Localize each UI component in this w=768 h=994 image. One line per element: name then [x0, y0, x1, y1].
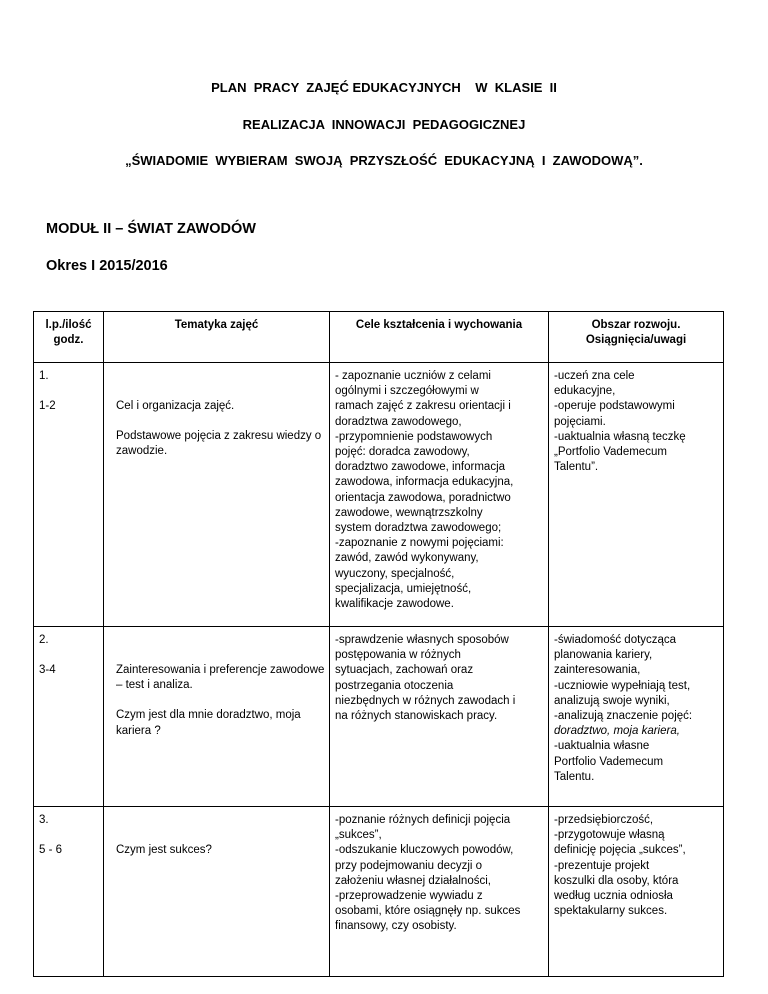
goal-line: - zapoznanie uczniów z celami	[335, 370, 491, 382]
header-lp	[34, 312, 104, 363]
lesson-number: 3.	[39, 814, 49, 826]
goal-line: postępowania w różnych	[335, 649, 461, 662]
goal-line: ramach zajęć z zakresu orientacji i	[335, 400, 511, 413]
topic-text: Cel i organizacja zajęć.	[116, 400, 235, 412]
header-topic	[104, 312, 330, 363]
outcome-line: -świadomość dotycząca	[554, 634, 677, 646]
outcome-line: Talentu”.	[554, 461, 599, 474]
row-lp	[34, 363, 104, 627]
topic-text: Czym jest sukces?	[116, 844, 212, 856]
goal-line: niezbędnych w różnych zawodach i	[335, 694, 516, 707]
goal-line: ogólnymi i szczegółowymi w	[335, 385, 479, 398]
goal-line: przy podejmowaniu decyzji o	[335, 859, 483, 872]
outcome-line: zainteresowania,	[554, 664, 641, 677]
goal-line: postrzegania otoczenia	[335, 679, 454, 692]
topic-text: Zainteresowania i preferencje zawodowe – test i analiza.	[116, 664, 325, 692]
outcome-line: spektakularny sukces.	[554, 905, 668, 918]
row-goals	[330, 627, 549, 807]
goal-line: doradztwa zawodowego,	[335, 415, 462, 428]
outcome-line: -przygotowuje własną	[554, 829, 665, 842]
outcome-line: planowania kariery,	[554, 649, 653, 662]
goal-line: specjalizacja, umiejętność,	[335, 582, 472, 595]
goal-line: pojęć: doradca zawodowy,	[335, 446, 470, 459]
goal-line: -przeprowadzenie wywiadu z	[335, 890, 483, 903]
goal-line: system doradztwa zawodowego;	[335, 522, 502, 535]
goal-line: zawodowe, wewnątrzszkolny	[335, 506, 483, 519]
topic-text: Podstawowe pojęcia z zakresu wiedzy o zawodzie.	[116, 430, 322, 458]
row-goals	[330, 807, 549, 977]
goal-line: zawód, zawód wykonywany,	[335, 552, 479, 565]
outcome-line: -przedsiębiorczość,	[554, 814, 654, 826]
topic-text: Czym jest dla mnie doradztwo, moja kariera ?	[116, 709, 301, 737]
table-row	[34, 627, 724, 807]
goal-line: finansowy, czy osobisty.	[335, 920, 457, 933]
outcome-line: definicję pojęcia „sukces”,	[554, 844, 686, 857]
lesson-hours: 3-4	[39, 664, 56, 677]
outcome-line: edukacyjne,	[554, 385, 616, 398]
table-row	[34, 363, 724, 627]
outcome-line: -analizują znaczenie pojęć:	[554, 710, 693, 723]
row-outcomes	[549, 627, 724, 807]
table-header-row	[34, 312, 724, 363]
row-topic	[104, 363, 330, 627]
lesson-number: 2.	[39, 634, 49, 646]
table-row	[34, 807, 724, 977]
outcome-line: -operuje podstawowymi	[554, 400, 675, 413]
row-lp	[34, 807, 104, 977]
innovation-title: „ŚWIADOMIE WYBIERAM SWOJĄ PRZYSZŁOŚĆ EDUKACYJNĄ I ZAWODOWĄ”.	[125, 153, 643, 168]
outcome-line: koszulki dla osoby, która	[554, 874, 679, 887]
goal-line: doradztwo zawodowe, informacja	[335, 461, 506, 474]
lesson-plan-table	[33, 311, 724, 977]
goal-line: -sprawdzenie własnych sposobów	[335, 634, 509, 646]
header-goals	[330, 312, 549, 363]
goal-line: osobami, które osiągnęły np. sukces	[335, 905, 521, 918]
row-topic	[104, 807, 330, 977]
period-heading: Okres I 2015/2016	[46, 258, 168, 274]
goal-line: „sukces”,	[335, 829, 382, 842]
goal-line: na różnych stanowiskach pracy.	[335, 710, 498, 723]
outcome-line: Talentu.	[554, 770, 595, 783]
goal-line: wyuczony, specjalność,	[335, 567, 455, 580]
outcome-line: „Portfolio Vademecum	[554, 446, 667, 459]
goal-line: -zapoznanie z nowymi pojęciami:	[335, 537, 504, 550]
lesson-number: 1.	[39, 370, 49, 382]
goal-line: kwalifikacje zawodowe.	[335, 598, 454, 611]
header-lp-line2: godz.	[53, 334, 84, 347]
document-subtitle: REALIZACJA INNOWACJI PEDAGOGICZNEJ	[242, 117, 526, 132]
header-outcomes-line2: Osiągnięcia/uwagi	[585, 334, 687, 347]
outcome-line: -uaktualnia własne	[554, 740, 650, 753]
lesson-hours: 1-2	[39, 400, 56, 413]
header-lp-line1: l.p./ilość	[45, 319, 92, 331]
row-topic	[104, 627, 330, 807]
goal-line: -przypomnienie podstawowych	[335, 430, 493, 443]
goal-line: -odszukanie kluczowych powodów,	[335, 844, 514, 857]
outcome-line: według ucznia odniosła	[554, 890, 673, 903]
row-outcomes	[549, 807, 724, 977]
outcome-line: analizują swoje wyniki,	[554, 694, 670, 707]
row-outcomes	[549, 363, 724, 627]
header-outcomes-line1: Obszar rozwoju.	[591, 319, 681, 331]
header-goals-label: Cele kształcenia i wychowania	[355, 319, 523, 331]
outcome-line-italic: doradztwo, moja kariera,	[554, 725, 680, 738]
goal-line: sytuacjach, zachowań oraz	[335, 664, 474, 677]
row-goals	[330, 363, 549, 627]
outcome-line: -uczeń zna cele	[554, 370, 635, 382]
outcome-line: -prezentuje projekt	[554, 859, 650, 872]
row-lp	[34, 627, 104, 807]
outcome-line: Portfolio Vademecum	[554, 755, 664, 768]
outcome-line: -uczniowie wypełniają test,	[554, 679, 691, 692]
outcome-line: pojęciami.	[554, 415, 606, 428]
goal-line: -poznanie różnych definicji pojęcia	[335, 814, 511, 826]
goal-line: zawodowa, informacja edukacyjna,	[335, 476, 514, 489]
goal-line: orientacja zawodowa, poradnictwo	[335, 491, 511, 504]
header-topic-label: Tematyka zajęć	[174, 319, 259, 331]
document-title: PLAN PRACY ZAJĘĆ EDUKACYJNYCH W KLASIE II	[211, 80, 557, 95]
outcome-line: -uaktualnia własną teczkę	[554, 430, 686, 443]
goal-line: założeniu własnej działalności,	[335, 874, 491, 887]
lesson-hours: 5 - 6	[39, 844, 63, 857]
module-heading: MODUŁ II – ŚWIAT ZAWODÓW	[46, 221, 256, 237]
header-outcomes	[549, 312, 724, 363]
